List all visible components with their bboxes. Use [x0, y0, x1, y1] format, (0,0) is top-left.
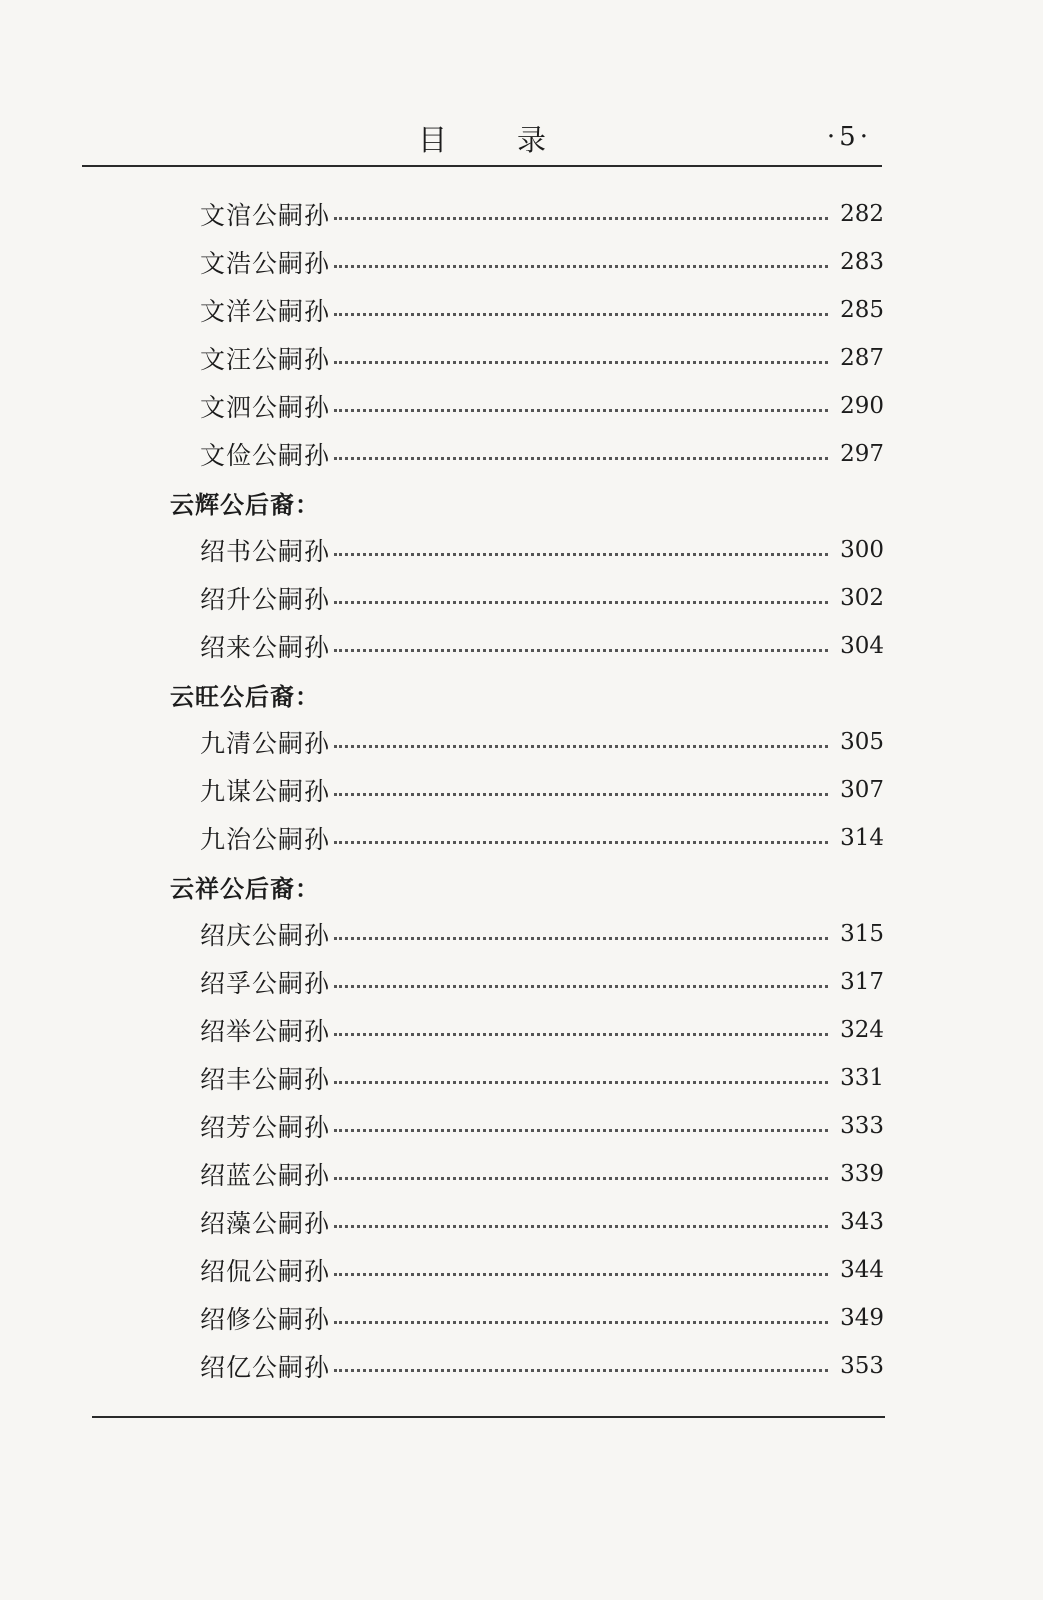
entry-title: 绍升公嗣孙	[200, 585, 331, 614]
dot-leader	[334, 1225, 828, 1228]
header-title: 目录	[417, 123, 616, 157]
dot-leader	[334, 1369, 828, 1372]
entry-title: 绍庆公嗣孙	[200, 921, 331, 950]
entry-title: 九清公嗣孙	[200, 729, 331, 758]
entry-title: 绍丰公嗣孙	[200, 1065, 331, 1094]
toc-entry[interactable]	[170, 1102, 890, 1150]
toc-entry[interactable]	[170, 286, 890, 334]
entry-page-number: 331	[840, 1065, 884, 1091]
toc-entry[interactable]	[170, 430, 890, 478]
entry-page-number: 307	[840, 777, 884, 803]
toc-entry[interactable]	[170, 1198, 890, 1246]
entry-title: 九谋公嗣孙	[200, 777, 331, 806]
entry-page-number: 353	[840, 1353, 884, 1379]
toc-entry[interactable]	[170, 190, 890, 238]
toc-entry[interactable]	[170, 622, 890, 670]
toc-entry[interactable]	[170, 1342, 890, 1390]
dot-leader	[334, 1273, 828, 1276]
dot-leader	[334, 1081, 828, 1084]
entry-page-number: 315	[840, 921, 884, 947]
entry-page-number: 343	[840, 1209, 884, 1235]
entry-title: 文俭公嗣孙	[200, 441, 331, 470]
entry-title: 文洋公嗣孙	[200, 297, 331, 326]
dot-leader	[334, 313, 828, 316]
entry-page-number: 290	[840, 393, 884, 419]
toc-entry[interactable]	[170, 814, 890, 862]
dot-leader	[334, 361, 828, 364]
dot-leader	[334, 649, 828, 652]
running-header	[82, 112, 882, 168]
dot-leader	[334, 745, 828, 748]
entry-title: 文泗公嗣孙	[200, 393, 331, 422]
dot-leader	[334, 937, 828, 940]
entry-title: 绍亿公嗣孙	[200, 1353, 331, 1382]
toc-entry[interactable]	[170, 766, 890, 814]
entry-page-number: 285	[840, 297, 884, 323]
toc-entry[interactable]	[170, 958, 890, 1006]
entry-page-number: 287	[840, 345, 884, 371]
entry-title: 文汪公嗣孙	[200, 345, 331, 374]
toc-entry[interactable]	[170, 1006, 890, 1054]
dot-leader	[334, 553, 828, 556]
entry-title: 绍书公嗣孙	[200, 537, 331, 566]
entry-page-number: 314	[840, 825, 884, 851]
dot-leader	[334, 265, 828, 268]
entry-page-number: 339	[840, 1161, 884, 1187]
entry-title: 文涫公嗣孙	[200, 201, 331, 230]
dot-leader	[334, 1033, 828, 1036]
toc-entry[interactable]	[170, 574, 890, 622]
entry-page-number: 317	[840, 969, 884, 995]
toc-entry[interactable]	[170, 1150, 890, 1198]
section-heading: 云旺公后裔：	[170, 682, 320, 711]
entry-page-number: 304	[840, 633, 884, 659]
dot-leader	[334, 1129, 828, 1132]
entry-title: 绍侃公嗣孙	[200, 1257, 331, 1286]
entry-page-number: 300	[840, 537, 884, 563]
toc-entry[interactable]	[170, 1294, 890, 1342]
section-heading: 云祥公后裔：	[170, 874, 320, 903]
toc-entry[interactable]	[170, 238, 890, 286]
entry-title: 绍蓝公嗣孙	[200, 1161, 331, 1190]
dot-leader	[334, 409, 828, 412]
dot-leader	[334, 841, 828, 844]
toc-entry[interactable]	[170, 1054, 890, 1102]
entry-page-number: 283	[840, 249, 884, 275]
toc-entry[interactable]	[170, 526, 890, 574]
dot-leader	[334, 217, 828, 220]
header-page-number: ·5·	[826, 122, 872, 152]
table-of-contents	[170, 190, 890, 1390]
entry-title: 绍举公嗣孙	[200, 1017, 331, 1046]
header-rule	[82, 165, 882, 167]
entry-page-number: 305	[840, 729, 884, 755]
entry-page-number: 333	[840, 1113, 884, 1139]
entry-page-number: 344	[840, 1257, 884, 1283]
toc-entry[interactable]	[170, 382, 890, 430]
dot-leader	[334, 1321, 828, 1324]
toc-entry[interactable]	[170, 334, 890, 382]
toc-entry[interactable]	[170, 718, 890, 766]
footer-rule	[92, 1416, 885, 1418]
dot-leader	[334, 601, 828, 604]
entry-page-number: 324	[840, 1017, 884, 1043]
entry-page-number: 302	[840, 585, 884, 611]
entry-page-number: 297	[840, 441, 884, 467]
entry-page-number: 282	[840, 201, 884, 227]
dot-leader	[334, 985, 828, 988]
dot-leader	[334, 457, 828, 460]
toc-entry[interactable]	[170, 1246, 890, 1294]
entry-title: 绍孚公嗣孙	[200, 969, 331, 998]
toc-entry[interactable]	[170, 910, 890, 958]
entry-title: 九治公嗣孙	[200, 825, 331, 854]
entry-title: 绍藻公嗣孙	[200, 1209, 331, 1238]
dot-leader	[334, 1177, 828, 1180]
entry-title: 绍来公嗣孙	[200, 633, 331, 662]
entry-title: 绍芳公嗣孙	[200, 1113, 331, 1142]
section-heading: 云辉公后裔：	[170, 490, 320, 519]
entry-page-number: 349	[840, 1305, 884, 1331]
entry-title: 绍修公嗣孙	[200, 1305, 331, 1334]
entry-title: 文浩公嗣孙	[200, 249, 331, 278]
dot-leader	[334, 793, 828, 796]
